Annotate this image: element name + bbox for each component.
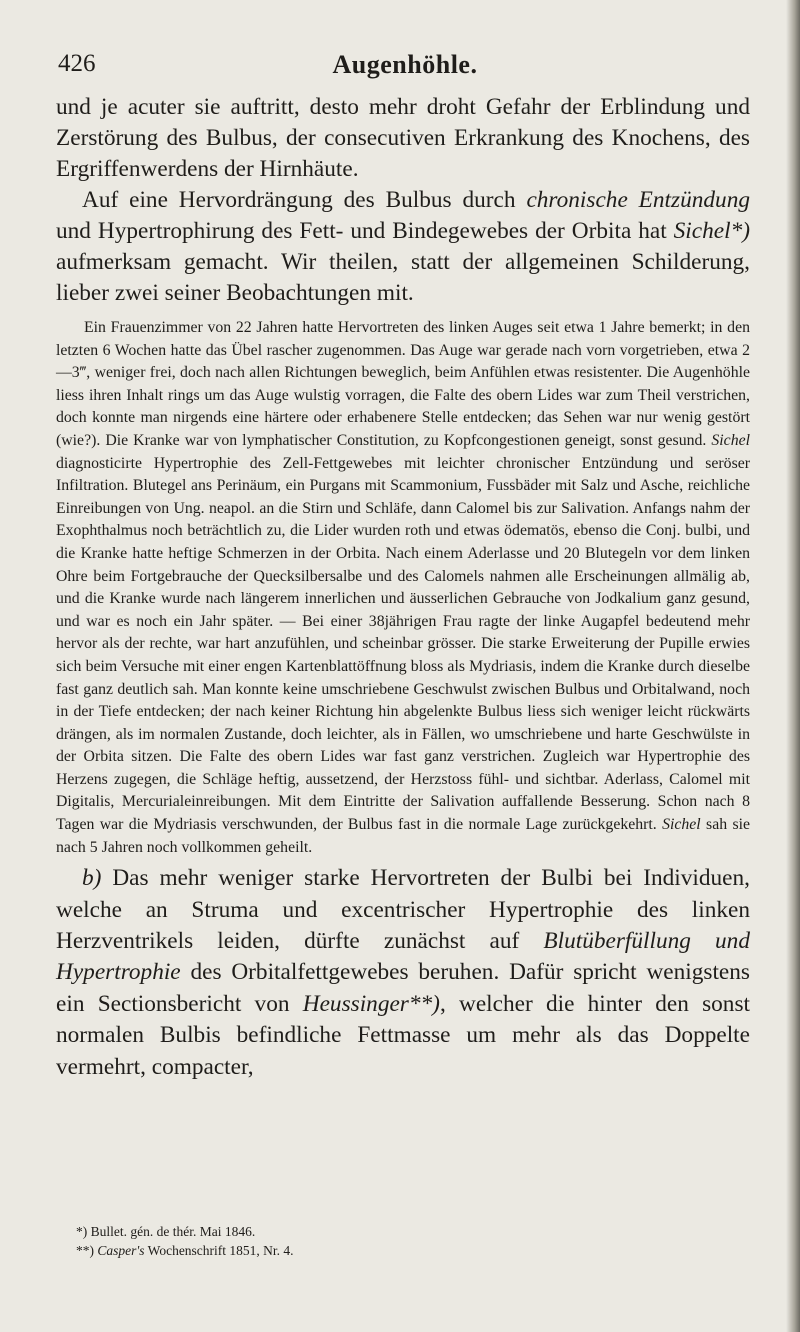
page-number: 426 bbox=[58, 50, 96, 77]
text-run: diagnosticirte Hypertrophie des Zell-Fettgewebes mit leichter chronischer Entzündung und seröser Infiltration. Blutegel ans Perinäum, ein Purgans mit Scammonium, Fussbäder mit Salz und Asche, reichliche Einreibungen von Ung. neapol. an die Stirn und Schläfe, dann Calomel bis zur Salivation. Anfangs nahm der Exophthalmus noch beträchtlich zu, die Lider wurden roth und etwas ödematös, ebenso die Conj. bulbi, und die Kranke hatte heftige Schmerzen in der Orbita. Nach einem Aderlasse und 20 Blutegeln vor dem linken Ohre beim Fortgebrauche der Quecksilbersalbe und des Calomels nahmen alle Erscheinungen allmälig ab, und die Kranke wurde nach längerem innerlichen und äusserlichen Gebrauche von Jodkalium ganz gesund, und war es noch ein Jahr später. — Bei einer 38jährigen Frau ragte der linke Augapfel bedeutend mehr hervor als der rechte, war hart anzufühlen, und scheinbar grösser. Die starke Erweiterung der Pupille erwies sich beim Versuche mit einer engen Kartenblattöffnung bloss als Mydriasis, indem die Kranke durch dieselbe fast ganz deutlich sah. Man konnte keine umschriebene Geschwulst zwischen Bulbus und Orbitalwand, noch in der Tiefe entdecken; der nach keiner Richtung hin abgelenkte Bulbus liess sich weniger leicht rückwärts drängen, als im normalen Zustande, doch leichter, als in Fällen, wo umschriebene und harte Geschwülste in der Orbita sitzen. Die Falte des obern Lides war fast ganz verstrichen. Zugleich war Hypertrophie des Herzens zugegen, die Schläge heftig, aussetzend, der Herzstoss fühl- und sichtbar. Aderlass, Calomel mit Digitalis, Mercurialeinreibungen. Mit dem Eintritte der Salivation auffallende Besserung. Schon nach 8 Tagen war die Mydriasis verschwunden, der Bulbus fast in die normale Lage zurückgekehrt. bbox=[56, 454, 750, 834]
author-sichel: Sichel bbox=[711, 431, 750, 449]
author-heussinger-ref: Heussinger**) bbox=[302, 990, 440, 1017]
text-run: sah sie nach 5 Jahren noch vollkommen geheilt. bbox=[56, 816, 750, 856]
paragraph-section-b bbox=[56, 863, 750, 1083]
case-reports-paragraph bbox=[56, 317, 750, 859]
page-header bbox=[58, 50, 752, 84]
text-run: Auf eine Hervordrängung des Bulbus durch bbox=[82, 187, 527, 213]
case-reports-block bbox=[56, 317, 750, 859]
text-run: des Orbitalfettgewebes beruhen. Dafür spricht wenigstens ein Sectionsbericht von bbox=[56, 959, 750, 1017]
text-run: und Hypertrophirung des Fett- und Bindegewebes der Orbita hat bbox=[56, 218, 674, 244]
text-run: , welcher die hinter den sonst normalen Bulbis befindliche Fettmasse um mehr als das Doppelte vermehrt, compacter, bbox=[56, 990, 750, 1080]
section-letter-b: b) bbox=[82, 865, 102, 892]
author-sichel: Sichel bbox=[662, 816, 701, 834]
emphasis-blood-overfill: Blutüberfüllung und Hypertrophie bbox=[56, 928, 750, 986]
footnote-author: Casper's bbox=[97, 1243, 145, 1258]
footnote-text: Wochenschrift 1851, Nr. 4. bbox=[144, 1243, 294, 1258]
footnote-1: *) Bullet. gén. de thér. Mai 1846. bbox=[76, 1224, 256, 1239]
paragraph-sichel-intro bbox=[56, 185, 750, 309]
page-body bbox=[56, 92, 750, 1083]
footnote-2 bbox=[76, 1241, 676, 1260]
emphasis-chronic-inflammation: chronische Entzündung bbox=[526, 187, 750, 213]
running-head: Augenhöhle. bbox=[332, 50, 478, 79]
footnote-marker: **) bbox=[76, 1243, 98, 1258]
footnotes bbox=[76, 1222, 676, 1260]
text-run: Ein Frauenzimmer von 22 Jahren hatte Hervortreten des linken Auges seit etwa 1 Jahre bemerkt; in den letzten 6 Wochen hatte das Übel rascher zugenommen. Das Auge war gerade nach vorn vorgetrieben, etwa 2—3‴, weniger frei, doch nach allen Richtungen beweglich, beim Anfühlen etwas resistenter. Die Augenhöhle liess ihren Inhalt rings um das Auge wulstig vorragen, die Falte des obern Lides war zum Theil verstrichen, doch konnte man nirgends eine härtere oder erhabenere Stelle entdecken; das Sehen war nur wenig gestört (wie?). Die Kranke war von lymphatischer Constitution, zu Kopfcongestionen geneigt, sonst gesund. bbox=[56, 319, 750, 449]
page-edge-shadow bbox=[786, 0, 800, 1332]
text-run: aufmerksam gemacht. Wir theilen, statt der allgemeinen Schilderung, lieber zwei seiner Beobachtungen mit. bbox=[56, 249, 750, 306]
text-run: Das mehr weniger starke Hervortreten der Bulbi bei Individuen, welche an Struma und excentrischer Hypertrophie des linken Herzventrikels leiden, dürfte zunächst auf bbox=[56, 865, 750, 955]
paragraph-continuation: und je acuter sie auftritt, desto mehr droht Gefahr der Erblindung und Zerstörung des Bulbus, der consecutiven Erkrankung des Knochens, des Ergriffenwerdens der Hirnhäute. bbox=[56, 94, 750, 182]
author-sichel-ref: Sichel*) bbox=[673, 218, 750, 244]
